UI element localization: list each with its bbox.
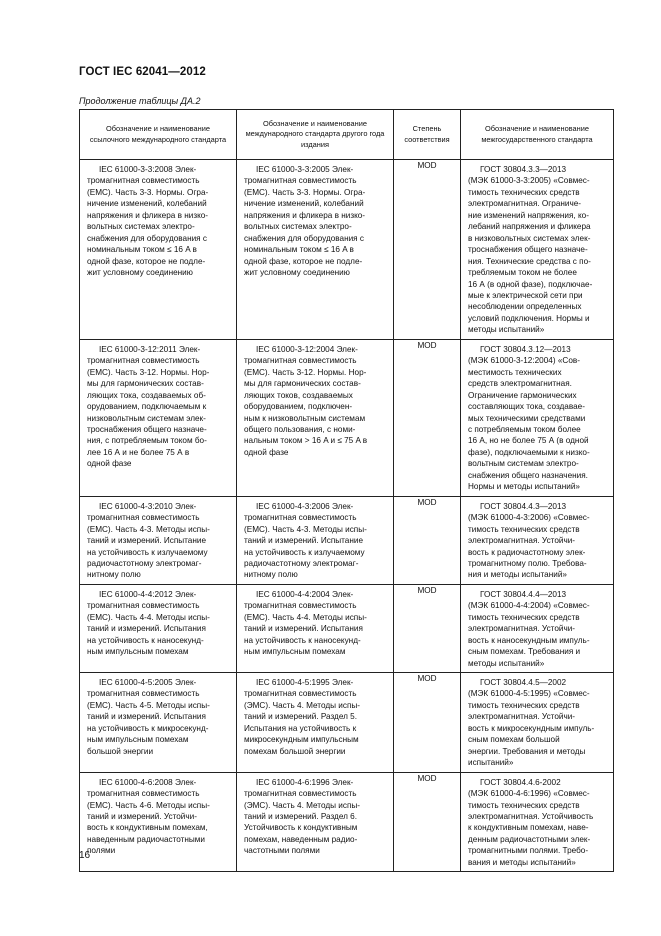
cell-text-line: вольтных системах электро- <box>244 222 352 232</box>
cell-text-line: (EMC). Часть 4-5. Методы испы- <box>87 700 210 710</box>
cell-text-line: таний и измерений. Устойчи- <box>87 812 197 822</box>
cell-text-line: общего пользования, с номи- <box>244 424 356 434</box>
cell-text-line: электромагнитная. Ограниче- <box>468 199 582 209</box>
degree-cell: MOD <box>394 673 461 773</box>
other-year-standard-cell <box>237 339 394 496</box>
degree-cell: MOD <box>394 160 461 340</box>
cell-text-line: IEC 61000-3-12:2011 Элек- <box>99 344 201 354</box>
cell-text-line: Нормы и методы испытаний» <box>468 482 580 492</box>
cell-text-line: ГОСТ 30804.3.12—2013 <box>480 344 571 354</box>
cell-text-line: IEC 61000-4-6:1996 Элек- <box>256 777 354 787</box>
cell-text-line: ние изменений напряжения, ко- <box>468 210 589 220</box>
cell-text-line: ным к низковольтным системам <box>244 413 366 423</box>
cell-text-line: мые к электрической сети при <box>468 290 583 300</box>
cell-text-line: IEC 61000-3-3:2005 Элек- <box>256 165 354 174</box>
column-header-interstate-standard: Обозначение и наименование межгосударственного стандарта <box>461 110 614 160</box>
cell-text-line: вольтных системах электро- <box>87 222 195 232</box>
cell-text-line: тромагнитная совместимость <box>244 513 357 523</box>
cell-text-line: частотными полями <box>244 846 320 856</box>
cell-text-line: номинальным током ≤ 16 A в <box>87 245 197 255</box>
cell-text-line: IEC 61000-3-12:2004 Элек- <box>256 344 358 354</box>
cell-text-line: Испытания на устойчивость к <box>244 723 357 733</box>
cell-text-line: на устойчивость к микросекунд- <box>87 723 209 733</box>
reference-standard-cell <box>80 772 237 872</box>
other-year-standard-cell <box>237 673 394 773</box>
cell-text-line: лее 16 А и не более 75 А в <box>87 447 190 457</box>
document-title: ГОСТ IEC 62041—2012 <box>79 66 206 78</box>
cell-text-line: на устойчивость к излучаемому <box>87 547 208 557</box>
cell-text-line: с потребляемым током более <box>468 424 581 434</box>
cell-text-line: (EMC). Часть 4-4. Методы испы- <box>87 612 210 622</box>
cell-text-line: вость к наносекундным импуль- <box>468 635 590 645</box>
cell-text-line: ным импульсным помехам <box>87 735 189 745</box>
cell-text-line: вольтным системам электро- <box>468 459 579 469</box>
reference-standard-cell <box>80 673 237 773</box>
table-row <box>80 673 614 773</box>
interstate-standard-cell <box>461 584 614 672</box>
cell-text-line: несоблюдении определенных <box>468 302 582 312</box>
cell-text-line: IEC 61000-4-4:2012 Элек- <box>99 589 197 599</box>
column-header-other-year-standard: Обозначение и наименование международного стандарта другого года издания <box>237 110 394 160</box>
cell-text-line: тимость технических средств <box>468 187 580 197</box>
reference-standard-cell <box>80 584 237 672</box>
cell-text-line: таний и измерений. Испытание <box>87 536 206 546</box>
cell-text-line: (МЭК 61000-3-3:2005) «Совмес- <box>468 176 590 186</box>
table-row <box>80 339 614 496</box>
cell-text-line: номинальным током ≤ 16 A в <box>244 245 354 255</box>
cell-text-line: помехам, наведенным радио- <box>244 834 358 844</box>
interstate-standard-cell <box>461 160 614 340</box>
cell-text-line: тромагнитная совместимость <box>87 513 200 523</box>
cell-text-line: IEC 61000-4-5:1995 Элек- <box>256 678 354 688</box>
cell-text-line: (МЭК 61000-4-4:2004) «Совмес- <box>468 601 590 611</box>
interstate-standard-cell <box>461 339 614 496</box>
cell-text-line: требляемым током не более <box>468 268 577 278</box>
cell-text-line: условий подключения. Нормы и <box>468 313 590 323</box>
cell-text-line: (EMC). Часть 3-3. Нормы. Огра- <box>244 187 366 197</box>
cell-text-line: (МЭК 61000-4-3:2006) «Совмес- <box>468 513 590 523</box>
cell-text-line: на устойчивость к наносекунд- <box>244 635 361 645</box>
cell-text-line: тромагнитная совместимость <box>87 176 200 186</box>
column-header-reference-standard: Обозначение и наименование ссылочного международного стандарта <box>80 110 237 160</box>
cell-text-line: сным помехам большой <box>468 735 560 745</box>
cell-text-line: нитному полю <box>244 570 298 580</box>
cell-text-line: (МЭК 61000-4-6:1996) «Совмес- <box>468 789 590 799</box>
cell-text-line: (МЭК 61000-3-12:2004) «Сов- <box>468 356 580 366</box>
cell-text-line: ния и методы испытаний» <box>468 570 567 580</box>
cell-text-line: таний и измерений. Испытания <box>87 624 206 634</box>
cell-text-line: снабжения общего назначения. <box>468 470 588 480</box>
cell-text-line: вость к кондуктивным помехам, <box>87 823 208 833</box>
cell-text-line: ляющих тока, создаваемых об- <box>87 390 206 400</box>
cell-text-line: вания и методы испытаний» <box>468 857 576 867</box>
cell-text-line: тимость технических средств <box>468 700 580 710</box>
other-year-standard-cell <box>237 584 394 672</box>
cell-text-line: ГОСТ 30804.3.3—2013 <box>480 165 567 174</box>
other-year-standard-cell <box>237 496 394 584</box>
cell-text-line: ничение изменений, колебаний <box>87 199 207 209</box>
cell-text-line: IEC 61000-3-3:2008 Элек- <box>99 165 197 174</box>
cell-text-line: ГОСТ 30804.4.3—2013 <box>480 501 567 511</box>
column-header-degree: Степень соответствия <box>394 110 461 160</box>
cell-text-line: (EMC). Часть 4-6. Методы испы- <box>87 800 210 810</box>
cell-text-line: тимость технических средств <box>468 524 580 534</box>
cell-text-line: радиочастотному электромаг- <box>244 558 359 568</box>
cell-text-line: вость к радиочастотному элек- <box>468 547 586 557</box>
cell-text-line: (ЭМС). Часть 4. Методы испы- <box>244 700 360 710</box>
cell-text-line: Устойчивость к кондуктивным <box>244 823 358 833</box>
cell-text-line: IEC 61000-4-5:2005 Элек- <box>99 678 197 688</box>
cell-text-line: ляющих токов, создаваемых <box>244 390 353 400</box>
table-row <box>80 584 614 672</box>
cell-text-line: испытаний» <box>468 758 514 768</box>
cell-text-line: низковольтным системам элек- <box>87 413 206 423</box>
cell-text-line: на устойчивость к наносекунд- <box>87 635 204 645</box>
table-row <box>80 160 614 340</box>
other-year-standard-cell <box>237 772 394 872</box>
cell-text-line: (EMC). Часть 4-4. Методы испы- <box>244 612 367 622</box>
cell-text-line: тромагнитная совместимость <box>87 356 200 366</box>
cell-text-line: тромагнитная совместимость <box>87 601 200 611</box>
reference-standard-cell <box>80 496 237 584</box>
cell-text-line: электромагнитная. Устойчивость <box>468 812 594 822</box>
cell-text-line: помехам большой энергии <box>244 746 346 756</box>
cell-text-line: ным импульсным помехам <box>244 647 346 657</box>
cell-text-line: таний и измерений. Испытание <box>244 536 363 546</box>
cell-text-line: IEC 61000-4-3:2010 Элек- <box>99 501 197 511</box>
cell-text-line: ничение изменений, колебаний <box>244 199 364 209</box>
cell-text-line: к кондуктивным помехам, наве- <box>468 823 589 833</box>
cell-text-line: (МЭК 61000-4-5:1995) «Совмес- <box>468 689 590 699</box>
cell-text-line: снабжения для оборудования с <box>87 233 207 243</box>
cell-text-line: тимость технических средств <box>468 800 580 810</box>
cell-text-line: IEC 61000-4-6:2008 Элек- <box>99 777 197 787</box>
cell-text-line: напряжения и фликера в низко- <box>87 210 209 220</box>
cell-text-line: методы испытаний» <box>468 325 545 335</box>
cell-text-line: наведенным радиочастотными <box>87 834 206 844</box>
cell-text-line: электромагнитная. Устойчи- <box>468 712 576 722</box>
cell-text-line: таний и измерений. Раздел 6. <box>244 812 358 822</box>
cell-text-line: ным импульсным помехам <box>87 647 189 657</box>
table-row <box>80 772 614 872</box>
cell-text-line: ния. Технические средства с по- <box>468 256 591 266</box>
cell-text-line: 16 А, но не более 75 А (в одной <box>468 436 589 446</box>
cell-text-line: энергии. Требования и методы <box>468 746 586 756</box>
cell-text-line: (EMC). Часть 4-3. Методы испы- <box>244 524 367 534</box>
cell-text-line: таний и измерений. Испытания <box>244 624 363 634</box>
cell-text-line: тромагнитная совместимость <box>244 689 357 699</box>
table-row <box>80 496 614 584</box>
cell-text-line: троснабжения общего назначе- <box>468 245 588 255</box>
table-header-row <box>80 110 614 160</box>
page-number: 16 <box>79 850 91 861</box>
cell-text-line: (EMC). Часть 4-3. Методы испы- <box>87 524 210 534</box>
cell-text-line: микросекундным импульсным <box>244 735 359 745</box>
interstate-standard-cell <box>461 772 614 872</box>
cell-text-line: большой энергии <box>87 746 154 756</box>
cell-text-line: тромагнитная совместимость <box>87 689 200 699</box>
degree-cell: MOD <box>394 772 461 872</box>
cell-text-line: тромагнитная совместимость <box>244 176 357 186</box>
cell-text-line: (EMC). Часть 3-12. Нормы. Нор- <box>244 367 367 377</box>
cell-text-line: средств электромагнитная. <box>468 379 572 389</box>
cell-text-line: (EMC). Часть 3-3. Нормы. Огра- <box>87 187 209 197</box>
cell-text-line: местимость технических <box>468 367 562 377</box>
cell-text-line: на устойчивость к излучаемому <box>244 547 365 557</box>
reference-standard-cell <box>80 339 237 496</box>
degree-cell: MOD <box>394 496 461 584</box>
cell-text-line: тромагнитному полю. Требова- <box>468 558 587 568</box>
cell-text-line: (EMC). Часть 3-12. Нормы. Нор- <box>87 367 210 377</box>
cell-text-line: ГОСТ 30804.4.6-2002 <box>480 777 561 787</box>
cell-text-line: мы для гармонических состав- <box>87 379 204 389</box>
cell-text-line: тромагнитными полями. Требо- <box>468 846 589 856</box>
cell-text-line: троснабжения общего назначе- <box>87 424 207 434</box>
cell-text-line: таний и измерений. Испытания <box>87 712 206 722</box>
cell-text-line: ГОСТ 30804.4.4—2013 <box>480 589 567 599</box>
degree-cell: MOD <box>394 339 461 496</box>
cell-text-line: ГОСТ 30804.4.5—2002 <box>480 678 567 688</box>
cell-text-line: мы для гармонических состав- <box>244 379 361 389</box>
cell-text-line: одной фазе, которое не подле- <box>244 256 363 266</box>
cell-text-line: Ограничение гармонических <box>468 390 577 400</box>
cell-text-line: тромагнитная совместимость <box>244 601 357 611</box>
cell-text-line: тимость технических средств <box>468 612 580 622</box>
cell-text-line: в низковольтных системах элек- <box>468 233 591 243</box>
cell-text-line: одной фазе <box>244 447 289 457</box>
cell-text-line: IEC 61000-4-3:2006 Элек- <box>256 501 354 511</box>
cell-text-line: ния, с потребляемым током бо- <box>87 436 207 446</box>
reference-standards-table <box>79 109 614 872</box>
other-year-standard-cell <box>237 160 394 340</box>
cell-text-line: электромагнитная. Устойчи- <box>468 536 576 546</box>
reference-standard-cell <box>80 160 237 340</box>
cell-text-line: оборудованием, подключен- <box>244 402 353 412</box>
cell-text-line: одной фазе <box>87 459 132 469</box>
cell-text-line: снабжения для оборудования с <box>244 233 364 243</box>
cell-text-line: одной фазе, которое не подле- <box>87 256 206 266</box>
cell-text-line: мых техническими средствами <box>468 413 586 423</box>
cell-text-line: лебаний напряжения и фликера <box>468 222 591 232</box>
cell-text-line: нальным током > 16 A и ≤ 75 A в <box>244 436 368 446</box>
interstate-standard-cell <box>461 673 614 773</box>
cell-text-line: денным радиочастотными элек- <box>468 834 591 844</box>
cell-text-line: методы испытаний» <box>468 658 545 668</box>
cell-text-line: напряжения и фликера в низко- <box>244 210 366 220</box>
cell-text-line: тромагнитная совместимость <box>87 789 200 799</box>
cell-text-line: жит условному соединению <box>87 268 193 278</box>
cell-text-line: 16 А (в одной фазе), подключае- <box>468 279 593 289</box>
cell-text-line: тромагнитная совместимость <box>244 789 357 799</box>
cell-text-line: таний и измерений. Раздел 5. <box>244 712 358 722</box>
cell-text-line: нитному полю <box>87 570 141 580</box>
cell-text-line: орудованием, подключаемым к <box>87 402 207 412</box>
interstate-standard-cell <box>461 496 614 584</box>
cell-text-line: вость к микросекундным импуль- <box>468 723 595 733</box>
cell-text-line: электромагнитная. Устойчи- <box>468 624 576 634</box>
table-caption: Продолжение таблицы ДА.2 <box>79 96 201 106</box>
cell-text-line: жит условному соединению <box>244 268 350 278</box>
cell-text-line: радиочастотному электромаг- <box>87 558 202 568</box>
cell-text-line: составляющих тока, создавае- <box>468 402 585 412</box>
cell-text-line: тромагнитная совместимость <box>244 356 357 366</box>
cell-text-line: IEC 61000-4-4:2004 Элек- <box>256 589 354 599</box>
cell-text-line: (ЭМС). Часть 4. Методы испы- <box>244 800 360 810</box>
cell-text-line: фазе), подключаемыми к низко- <box>468 447 590 457</box>
cell-text-line: сным помехам. Требования и <box>468 647 581 657</box>
degree-cell: MOD <box>394 584 461 672</box>
cell-text-line: полями <box>87 846 116 856</box>
